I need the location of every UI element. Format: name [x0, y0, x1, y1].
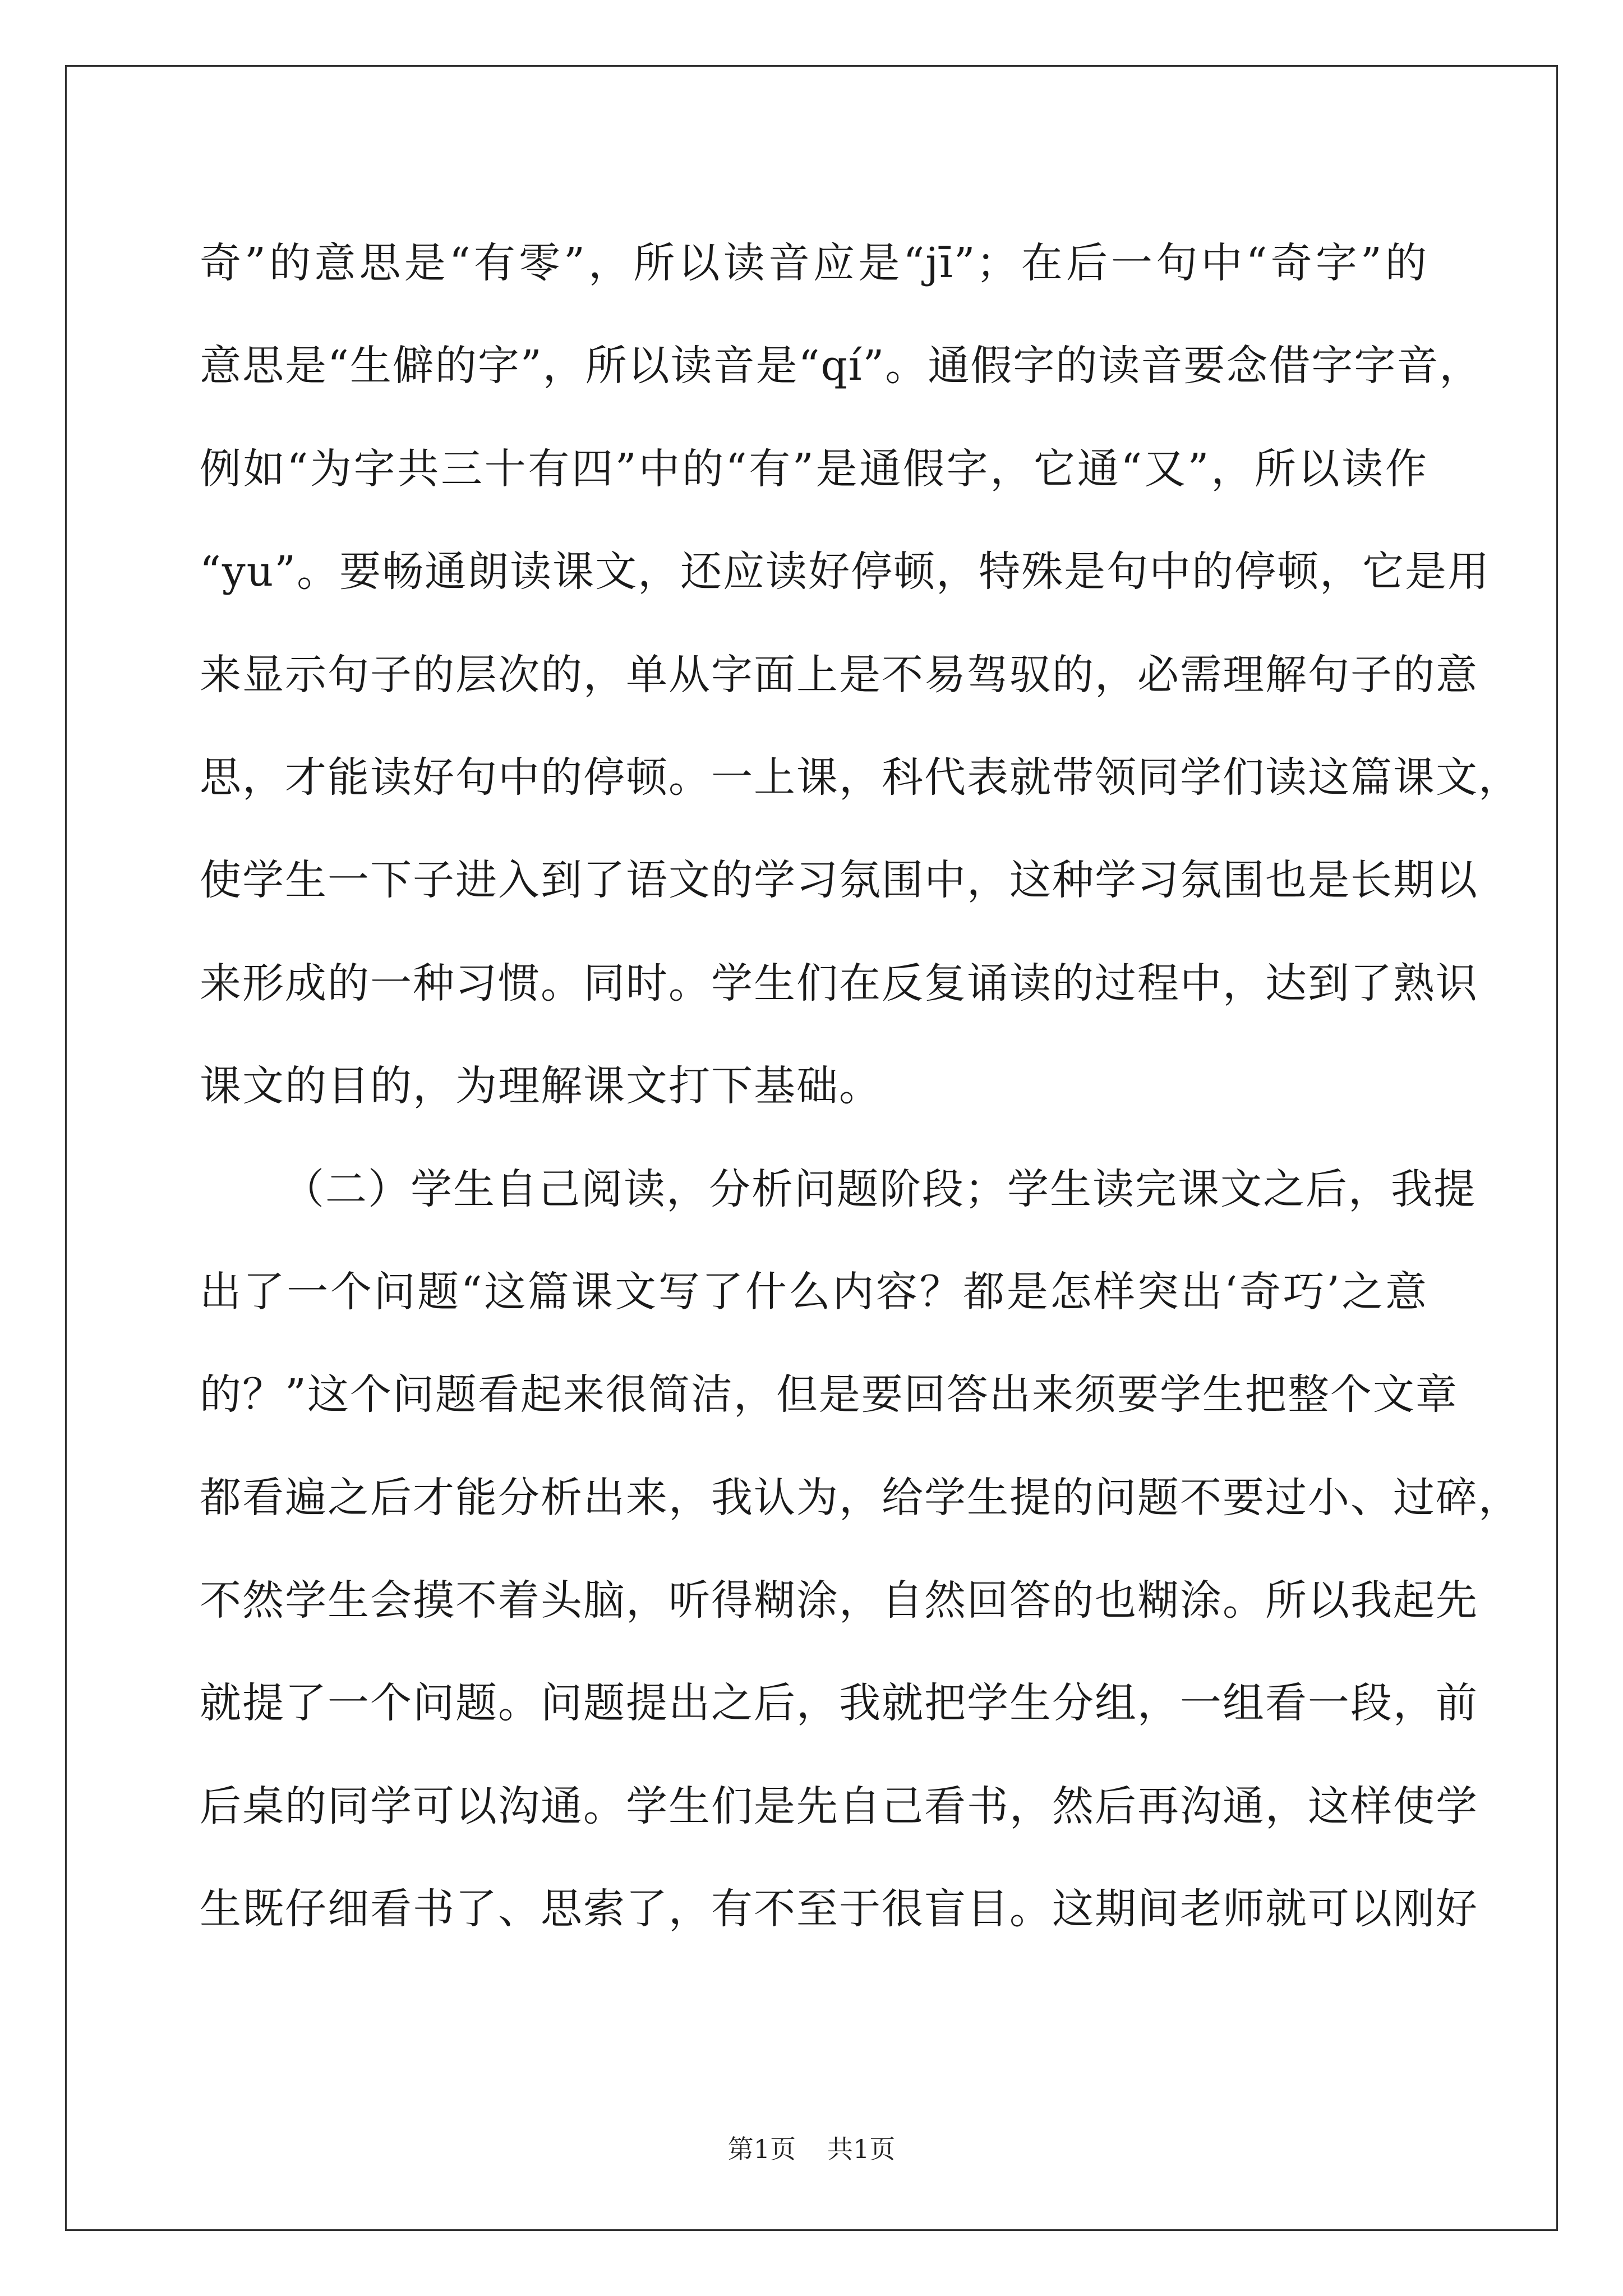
text-line-13: 都看遍之后才能分析出来，我认为，给学生提的问题不要过小、过碎，	[200, 1473, 1521, 1522]
text-line-7: 使学生一下子进入到了语文的学习氛围中，这种学习氛围也是长期以	[200, 856, 1478, 905]
page-footer	[0, 2132, 1623, 2166]
text-line-16: 后桌的同学可以沟通。学生们是先自己看书，然后再沟通，这样使学	[200, 1782, 1478, 1830]
text-line-17: 生既仔细看书了、思索了，有不至于很盲目。这期间老师就可以刚好	[200, 1885, 1478, 1934]
text-line-3: 例如“为字共三十有四”中的“有”是通假字，它通“又”，所以读作	[200, 444, 1428, 493]
text-line-9: 课文的目的，为理解课文打下基础。	[200, 1062, 882, 1111]
text-line-2: 意思是“生僻的字”，所以读音是“qí”。通假字的读音要念借字字音，	[200, 342, 1482, 390]
text-line-5: 来显示句子的层次的，单从字面上是不易驾驭的，必需理解句子的意	[200, 650, 1478, 699]
page-number: 第1页	[727, 2134, 796, 2164]
text-line-14: 不然学生会摸不着头脑，听得糊涂，自然回答的也糊涂。所以我起先	[200, 1576, 1478, 1625]
document-body	[200, 212, 1521, 1961]
page-total: 共1页	[827, 2134, 896, 2164]
text-line-11: 出了一个问题“这篇课文写了什么内容？都是怎样突出‘奇巧’之意	[200, 1267, 1428, 1316]
text-line-15: 就提了一个问题。问题提出之后，我就把学生分组，一组看一段，前	[200, 1679, 1478, 1728]
text-line-4: “yu”。要畅通朗读课文，还应读好停顿，特殊是句中的停顿，它是用	[200, 547, 1491, 596]
text-line-1: 奇”的意思是“有零”，所以读音应是“jī”；在后一句中“奇字”的	[200, 239, 1428, 287]
text-line-10: （二）学生自己阅读，分析问题阶段；学生读完课文之后，我提	[283, 1165, 1476, 1213]
text-line-8: 来形成的一种习惯。同时。学生们在反复诵读的过程中，达到了熟识	[200, 959, 1478, 1007]
text-line-12: 的？”这个问题看起来很简洁，但是要回答出来须要学生把整个文章	[200, 1370, 1458, 1419]
text-line-6: 思，才能读好句中的停顿。一上课，科代表就带领同学们读这篇课文，	[200, 753, 1521, 802]
